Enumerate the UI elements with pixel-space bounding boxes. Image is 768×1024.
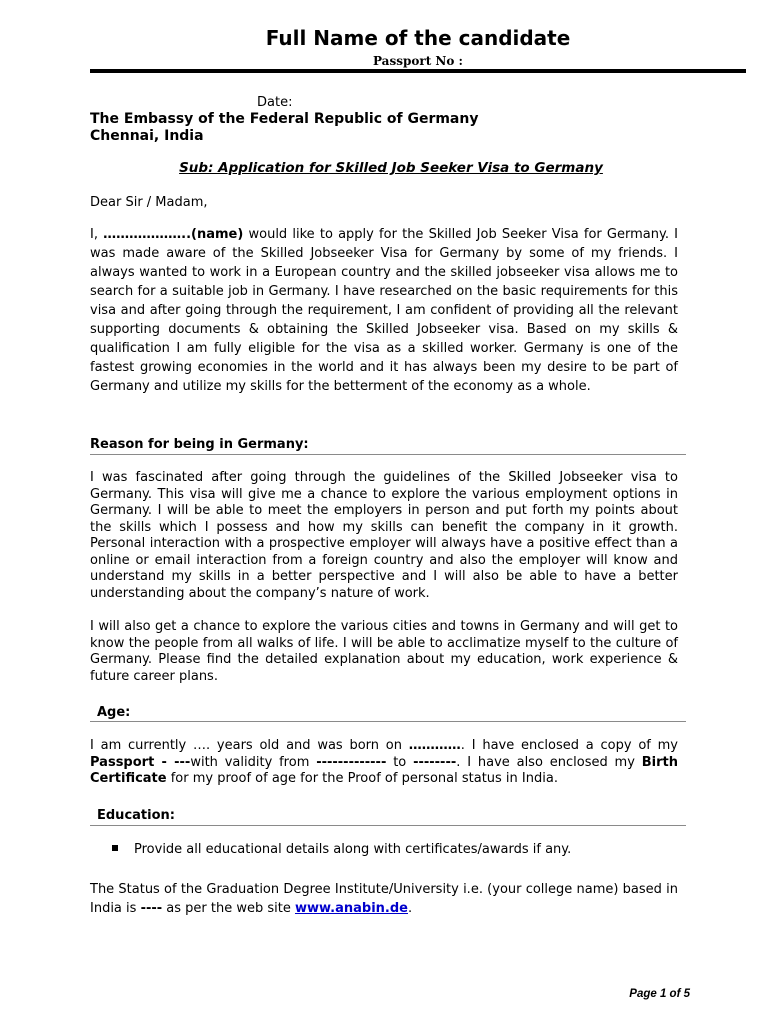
reason-heading: Reason for being in Germany: (90, 437, 309, 452)
status-placeholder: ---- (140, 901, 163, 916)
reason-divider (90, 454, 686, 455)
education-text-2: as per the web site (162, 901, 295, 916)
age-text-4: to (386, 754, 414, 770)
validity-to-placeholder: -------- (413, 754, 457, 770)
birth-certificate-label: Birth Certificate (90, 754, 678, 786)
education-heading: Education: (97, 808, 175, 823)
birth-date-placeholder: ………… (408, 738, 461, 753)
education-divider (90, 825, 686, 826)
age-text-5: . I have also enclosed my (456, 754, 642, 770)
intro-lead: I, (90, 227, 104, 242)
address-line-2: Chennai, India (90, 128, 204, 144)
anabin-link[interactable]: www.anabin.de (294, 901, 408, 916)
education-text-3: . (408, 901, 413, 916)
subject-line: Sub: Application for Skilled Job Seeker Visa to Germany (179, 160, 603, 176)
intro-body: would like to apply for the Skilled Job Seeker Visa for Germany. I was made aware of the Skilled Jobseeker Visa for Germany by some of my friends. I always wanted to work in a European country and the skilled jobseeker visa allows me to search for a suitable job in Germany. I have researched on the basic requirements for this visa and after going through the requirement, I am confident of providing all the relevant supporting documents & obtaining the Skilled Jobseeker visa. Based on my skills & qualification I am fully eligible for the visa as a skilled worker. Germany is one of the fastest growing economies in the world and it has always been my desire to be part of Germany and utilize my skills for the betterment of the economy as a whole. (90, 227, 678, 394)
passport-placeholder: Passport - --- (90, 754, 191, 770)
education-text-1: The Status of the Graduation Degree Institute/University i.e. (your college name) based in India is (90, 882, 678, 916)
intro-paragraph (90, 225, 678, 396)
reason-paragraph-1: I was fascinated after going through the guidelines of the Skilled Jobseeker visa to Germany. This visa will give me a chance to explore the various employment options in Germany. I will be able to meet the employers in person and put forth my points about the skills which I possess and how my skills can benefit the company in it growth. Personal interaction with a prospective employer will always have a positive effect than a online or email interaction from a foreign country and also the employer will know and understand my skills in a better perspective and I will also be able to have a better understanding about the company’s nature of work. (90, 470, 678, 601)
education-paragraph (90, 880, 678, 918)
age-text-2: . I have enclosed a copy of my (460, 738, 679, 753)
education-bullet-text: Provide all educational details along with certificates/awards if any. (134, 842, 572, 857)
page-number: Page 1 of 5 (629, 988, 690, 1000)
age-text-6: for my proof of age for the Proof of personal status in India. (166, 771, 558, 786)
name-placeholder: ………………..(name) (103, 227, 244, 242)
passport-number-label: Passport No : (372, 54, 463, 68)
reason-paragraph-2: I will also get a chance to explore the various cities and towns in Germany and will get to know the people from all walks of life. I will be able to acclimatize myself to the culture of Germany. Please find the detailed explanation about my education, work experience & future career plans. (90, 619, 678, 684)
validity-from-placeholder: ------------- (316, 754, 387, 770)
salutation: Dear Sir / Madam, (90, 195, 208, 210)
age-text-3: with validity from (190, 754, 317, 770)
candidate-name-title: Full Name of the candidate (265, 26, 571, 50)
address-line-1: The Embassy of the Federal Republic of Germany (90, 111, 479, 127)
date-label: Date: (257, 95, 293, 110)
age-divider (90, 721, 686, 722)
square-bullet-icon (112, 845, 118, 851)
education-bullet-item (112, 842, 571, 858)
header-divider (90, 69, 746, 73)
age-paragraph (90, 738, 678, 788)
age-text-1: I am currently …. years old and was born on (90, 738, 409, 753)
age-heading: Age: (97, 705, 131, 720)
recipient-address (90, 111, 478, 145)
